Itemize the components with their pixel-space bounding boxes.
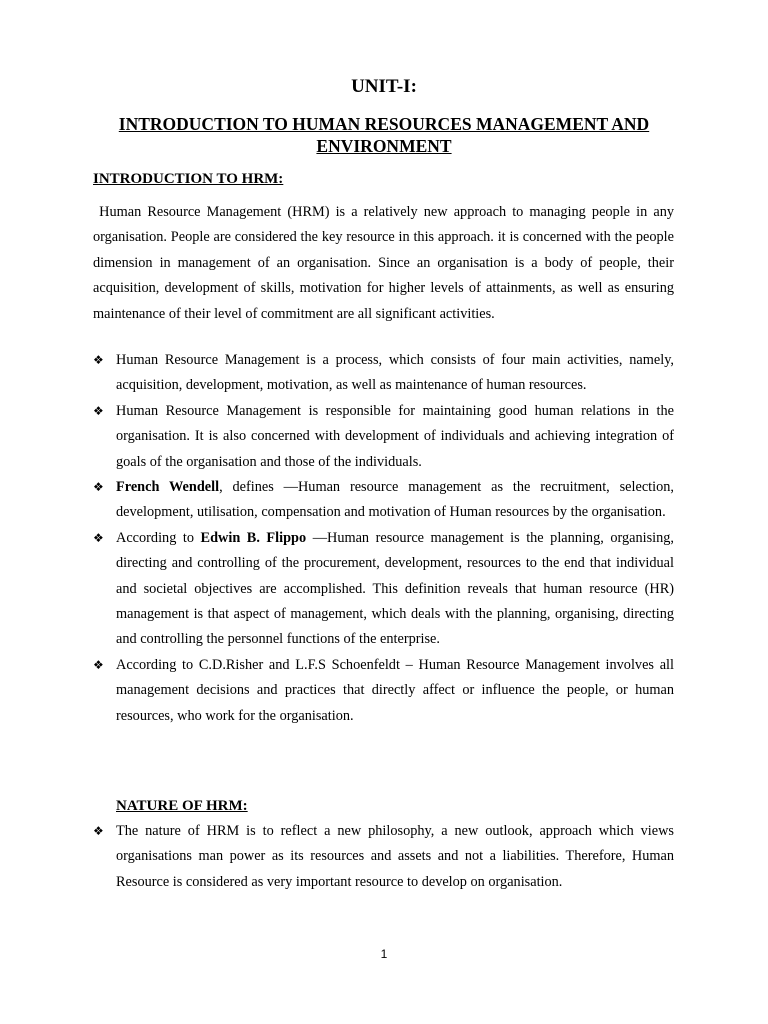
diamond-bullet-icon: ❖ — [93, 824, 104, 838]
bullet-text: —Human resource management is the planning, organising, directing and controlling of the procurement, development, resources to the end that individual and societal objectives are accomplished. This definition reveals that human resource (HR) management is that aspect of management, which deals with the planning, organising, directing and controlling the personnel functions of the enterprise. — [116, 529, 674, 648]
bullet-prefix: According to — [116, 529, 201, 546]
page-title: INTRODUCTION TO HUMAN RESOURCES MANAGEMENT AND ENVIRONMENT — [118, 114, 650, 156]
bullet-author: Edwin B. Flippo — [200, 529, 307, 546]
list-item — [93, 819, 674, 895]
list-item — [93, 475, 674, 526]
bullet-text: Human Resource Management is a process, which consists of four main activities, namely, acquisition, development, motivation, as well as maintenance of human resources. — [116, 352, 674, 394]
intro-bullet-list — [93, 348, 674, 729]
bullet-text: According to C.D.Risher and L.F.S Schoenfeldt – Human Resource Management involves all management decisions and practices that directly affect or influence the people, or human resources, who work for the organisation. — [116, 656, 674, 724]
diamond-bullet-icon: ❖ — [93, 657, 104, 672]
diamond-bullet-icon: ❖ — [93, 530, 104, 545]
diamond-bullet-icon: ❖ — [93, 480, 104, 495]
bullet-text: The nature of HRM is to reflect a new philosophy, a new outlook, approach which views organisations man power as its resources and assets and not a liabilities. Therefore, Human Resource is considered as very important resource to develop on organisation. — [116, 823, 674, 890]
list-item — [93, 348, 674, 399]
list-item — [93, 526, 674, 653]
bullet-author: French Wendell — [116, 479, 220, 496]
diamond-bullet-icon: ❖ — [93, 353, 104, 367]
section-heading-nature: NATURE OF HRM: — [116, 798, 248, 814]
section-heading-introduction: INTRODUCTION TO HRM: — [93, 171, 284, 187]
intro-paragraph — [93, 200, 674, 327]
page-number: 1 — [380, 947, 388, 961]
bullet-text: , defines —Human resource management as the recruitment, selection, development, utilisation, compensation and motivation of Human resources by the organisation. — [116, 479, 674, 521]
intro-paragraph-text: Human Resource Management (HRM) is a relatively new approach to managing people in any organisation. People are considered the key resource in this approach. it is concerned with the people dimension in management of an organisation. Since an organisation is a body of people, their acquisition, development of skills, motivation for higher levels of attainments, as well as ensuring maintenance of their level of commitment are all significant activities. — [93, 204, 675, 322]
diamond-bullet-icon: ❖ — [93, 403, 104, 418]
unit-title: UNIT-I: — [351, 76, 417, 97]
list-item — [93, 399, 674, 475]
bullet-text: Human Resource Management is responsible for maintaining good human relations in the organisation. It is also concerned with development of individuals and achieving integration of goals of the organisation and those of the individuals. — [116, 402, 674, 470]
nature-bullet-list — [93, 819, 674, 895]
list-item — [93, 653, 674, 729]
